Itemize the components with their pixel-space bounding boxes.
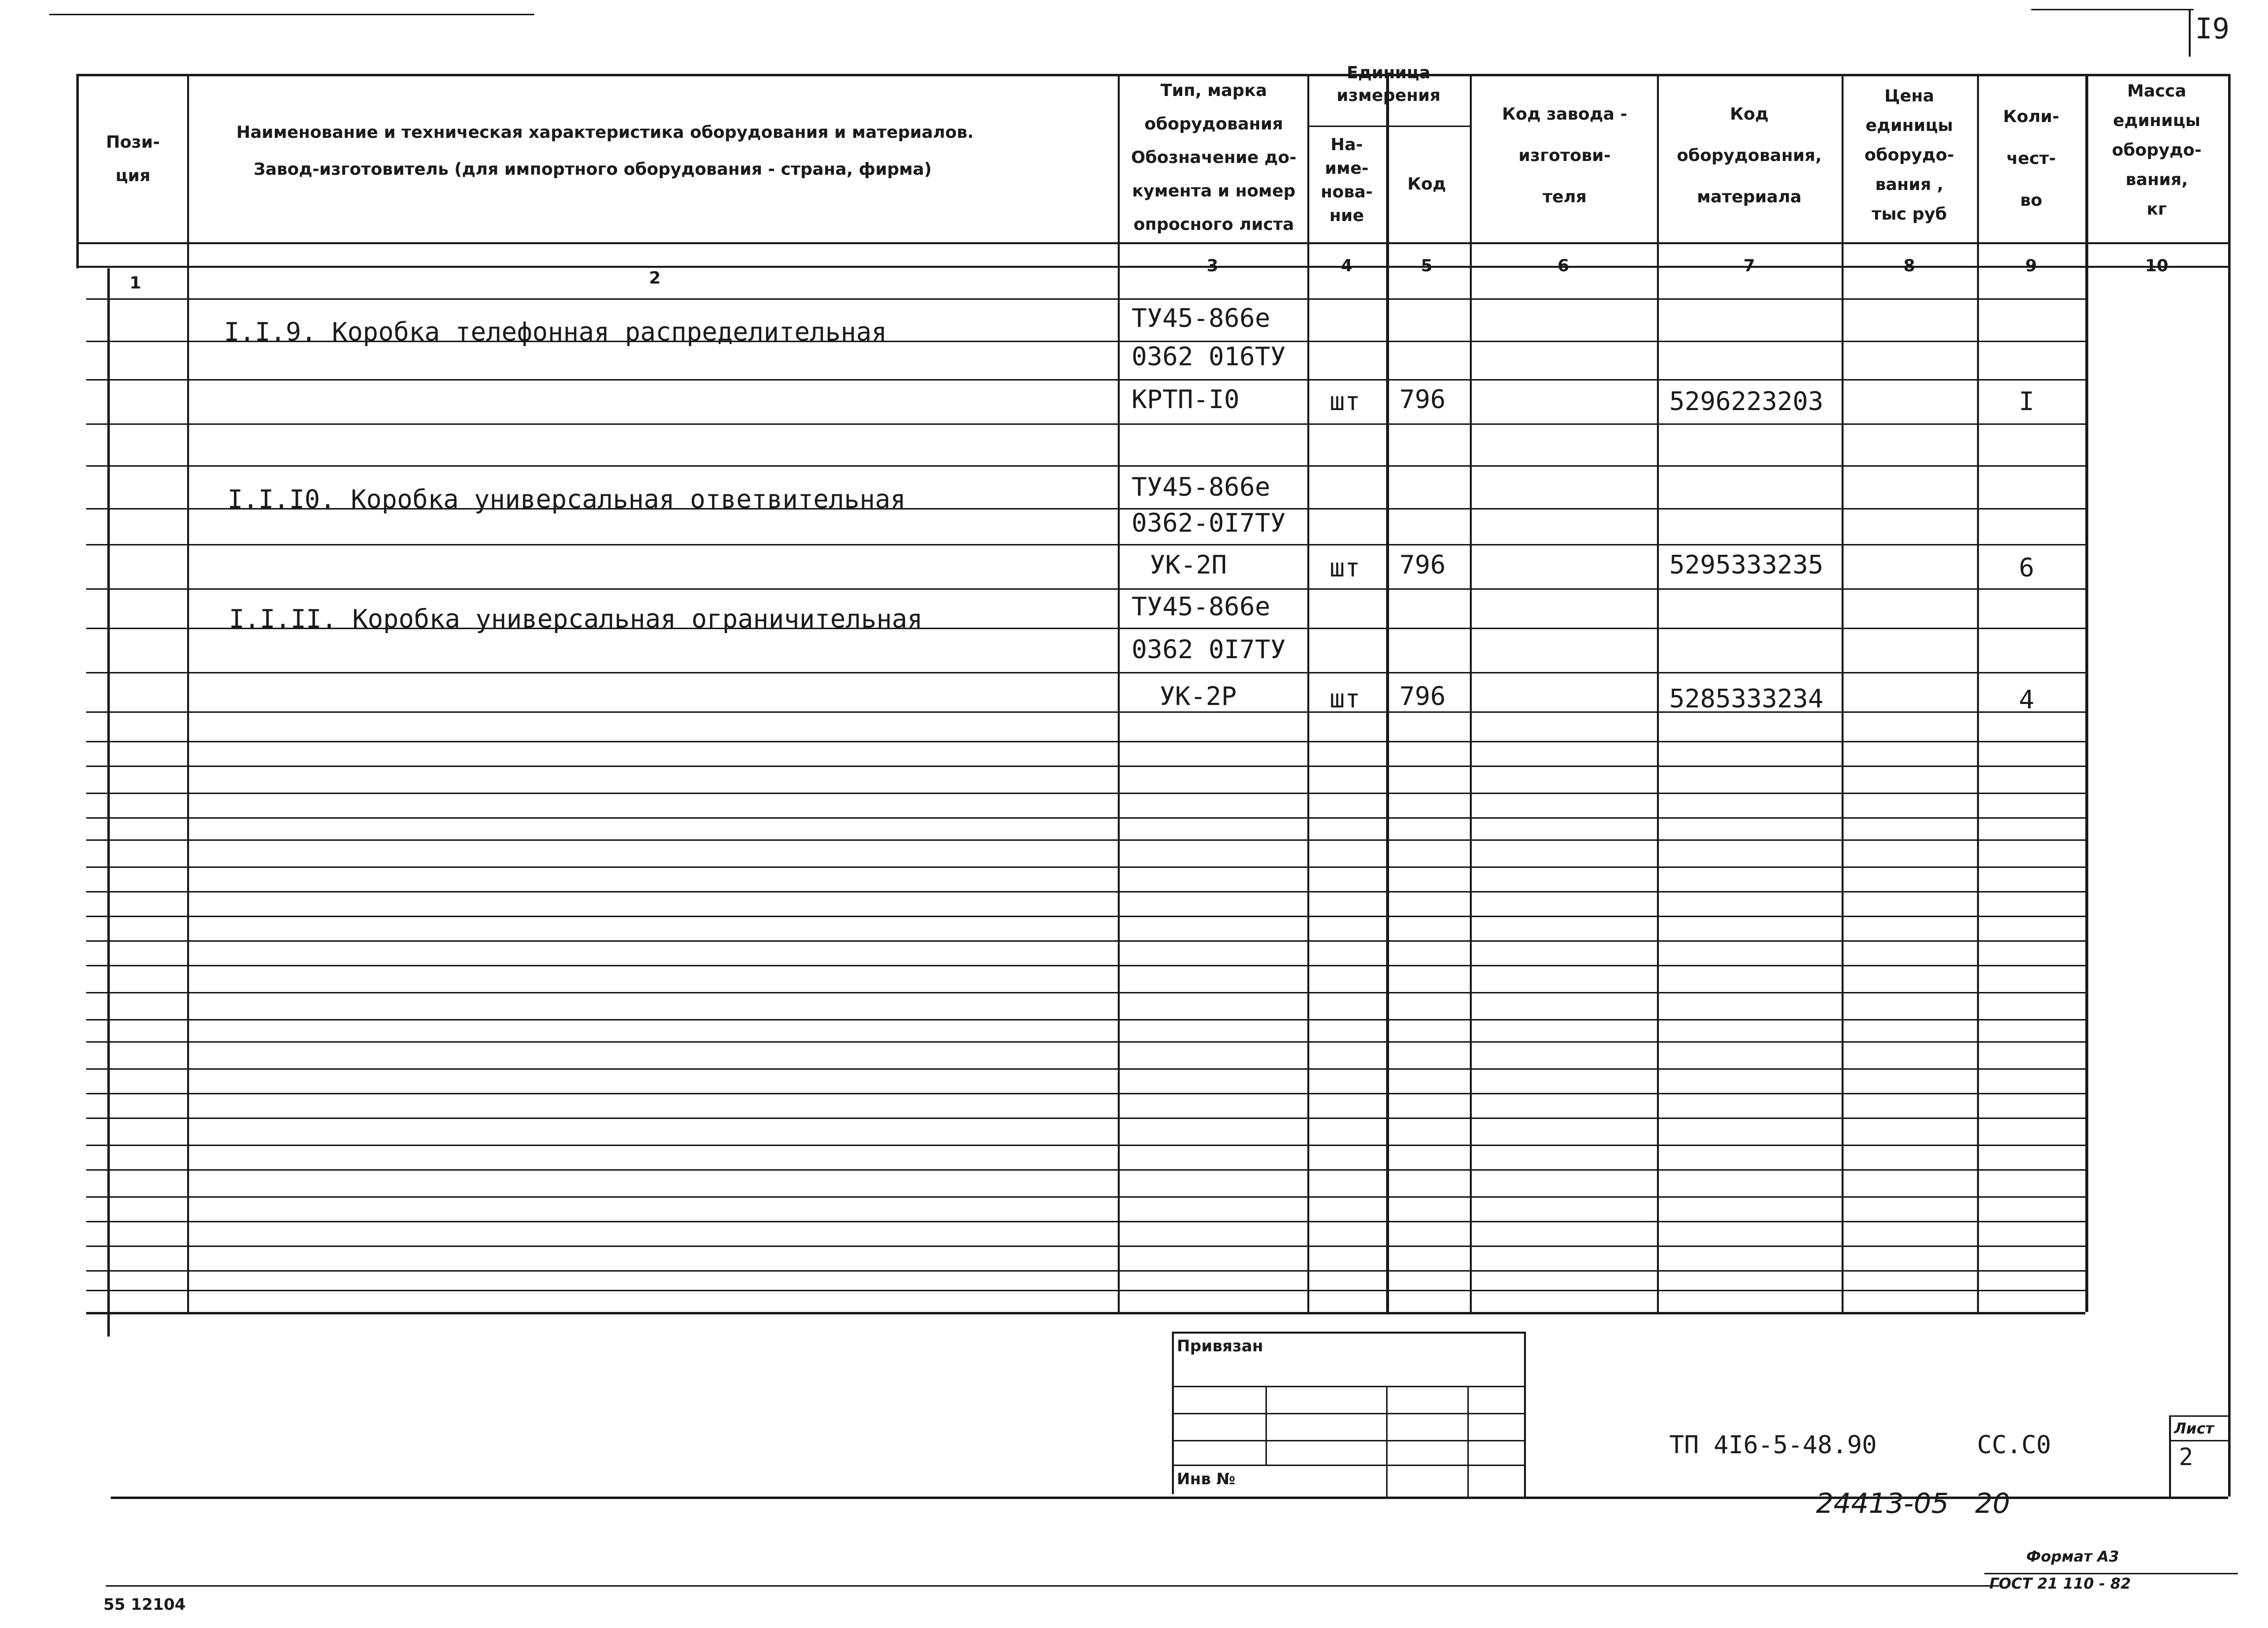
item-type: КРТП-I0 [1132,385,1240,415]
frame-left [107,268,110,1337]
stamp-col [1386,1386,1388,1497]
stamp-code: СС.С0 [1977,1431,2051,1459]
table-row-line [86,1019,2085,1021]
header-factory-code: Код завода - изготови- теля [1502,104,1627,207]
item-name: I.I.II. Коробка универсальная ограничительная [229,605,923,634]
table-row-line [86,298,2085,300]
stamp-row [1172,1386,1524,1387]
col-number-3: 3 [1206,256,1219,276]
item-equipment-code: 5296223203 [1669,387,1824,416]
column-divider [187,74,189,1312]
table-row-line [86,793,2085,794]
table-row-line [86,1117,2085,1119]
bottom-margin-line [106,1585,1999,1587]
gost-label: ГОСТ 21 110 - 82 [1989,1575,2131,1593]
stamp-list-label: Лист [2174,1420,2214,1437]
table-row-line [86,866,2085,868]
item-unit: шт [1329,387,1361,416]
stamp-list-number: 2 [2179,1443,2193,1471]
table-row-line [86,891,2085,893]
table-row-line [86,1068,2085,1070]
item-equipment-code: 5285333234 [1669,684,1824,714]
table-row-line [86,839,2085,841]
table-row-line [86,1221,2085,1222]
table-row-line [86,1145,2085,1146]
stamp-col [1467,1386,1469,1497]
sheet-corner-number: I9 [2195,12,2230,45]
col-number-9: 9 [2025,256,2037,276]
table-row-line [86,741,2085,742]
item-doc-line1: ТУ45-866е [1132,473,1270,502]
header-name-line1: Наименование и техническая характеристика оборудования и материалов. [236,123,974,142]
header-bottom-line [76,242,2228,244]
item-doc-line2: 0362 016ТУ [1132,342,1286,372]
col-number-1: 1 [130,273,141,293]
stamp-row [1172,1465,1524,1466]
top-right-line [2031,9,2194,10]
table-bottom-line [86,1312,2085,1314]
item-doc-line2: 0362-0I7ТУ [1132,509,1286,538]
table-row-line [86,992,2085,993]
handwritten-number: 24413-05 20 [1816,1488,2010,1520]
stamp-col [1265,1386,1267,1465]
table-row-line [86,1041,2085,1043]
item-doc-line2: 0362 0I7ТУ [1132,635,1286,665]
item-unit: шт [1329,684,1361,714]
header-position: Пози- ция [106,132,160,186]
format-underline [1984,1573,2238,1574]
item-type: УК-2П [1150,550,1227,580]
table-row-line [86,965,2085,966]
table-row-line [86,1093,2085,1094]
header-quantity: Коли- чест- во [2003,107,2059,210]
table-row-line [86,916,2085,917]
col-number-10: 10 [2145,256,2169,276]
header-unit-group: Единица измерения [1336,63,1441,105]
item-quantity: I [2019,387,2035,416]
header-name-line2: Завод-изготовитель (для импортного оборудования - страна, фирма) [254,160,932,179]
stamp-row [1172,1440,1524,1441]
col-number-6: 6 [1557,256,1569,276]
list-box-top [2169,1415,2228,1417]
item-unit-code: 796 [1399,682,1446,711]
item-unit-code: 796 [1399,385,1446,415]
item-unit-code: 796 [1399,550,1446,580]
table-row-line [86,672,2085,673]
frame-right [2228,74,2231,1497]
table-row-line [86,766,2085,767]
stamp-inv-no: Инв № [1177,1469,1235,1488]
col-number-4: 4 [1341,256,1353,276]
header-unit-code: Код [1407,174,1446,194]
table-row-line [86,423,2085,425]
item-name: I.I.9. Коробка телефонная распределительная [224,318,887,347]
stamp-designation: ТП 4I6-5-48.90 [1669,1431,1877,1459]
item-type: УК-2Р [1160,682,1237,711]
table-row-line [86,940,2085,942]
format-label: Формат А3 [2026,1548,2119,1565]
header-type-mark: Тип, марка оборудования Обозначение до- кумента и номер опросного листа [1131,81,1296,234]
table-row-line [86,1245,2085,1247]
bottom-code: 55 12104 [103,1595,186,1614]
table-row-line [86,1290,2085,1291]
corner-box-line [2189,9,2191,57]
table-row-line [86,817,2085,819]
stamp-top [1172,1332,1524,1334]
item-name: I.I.I0. Коробка универсальная ответвительная [227,485,906,514]
stamp-row [1172,1413,1524,1414]
col-number-7: 7 [1743,256,1755,276]
item-equipment-code: 5295333235 [1669,550,1824,580]
table-row-line [86,379,2085,381]
item-doc-line1: ТУ45-866е [1132,592,1270,622]
table-row-line [86,1169,2085,1171]
item-quantity: 6 [2019,553,2035,583]
item-unit: шт [1329,553,1361,583]
table-row-line [86,588,2085,590]
col-number-8: 8 [1903,256,1915,276]
col-number-2: 2 [649,268,661,288]
col-number-5: 5 [1421,256,1433,276]
top-margin-line [49,14,534,15]
header-unit-name: На- име- нова- ние [1321,135,1373,225]
table-row-line [86,1270,2085,1272]
header-equipment-code: Код оборудования, материала [1677,104,1822,207]
table-row-line [86,544,2085,545]
list-box-mid [2169,1440,2228,1441]
stamp-privyazan: Привязан [1177,1337,1264,1355]
item-quantity: 4 [2019,685,2035,715]
table-row-line [86,465,2085,467]
table-row-line [86,1196,2085,1198]
list-box-left [2169,1415,2171,1497]
header-mass: Масса единицы оборудо- вания, кг [2112,81,2202,219]
item-doc-line1: ТУ45-866е [1132,304,1270,333]
stamp-right [1524,1332,1526,1497]
header-price: Цена единицы оборудо- вания , тыс руб [1864,86,1954,224]
